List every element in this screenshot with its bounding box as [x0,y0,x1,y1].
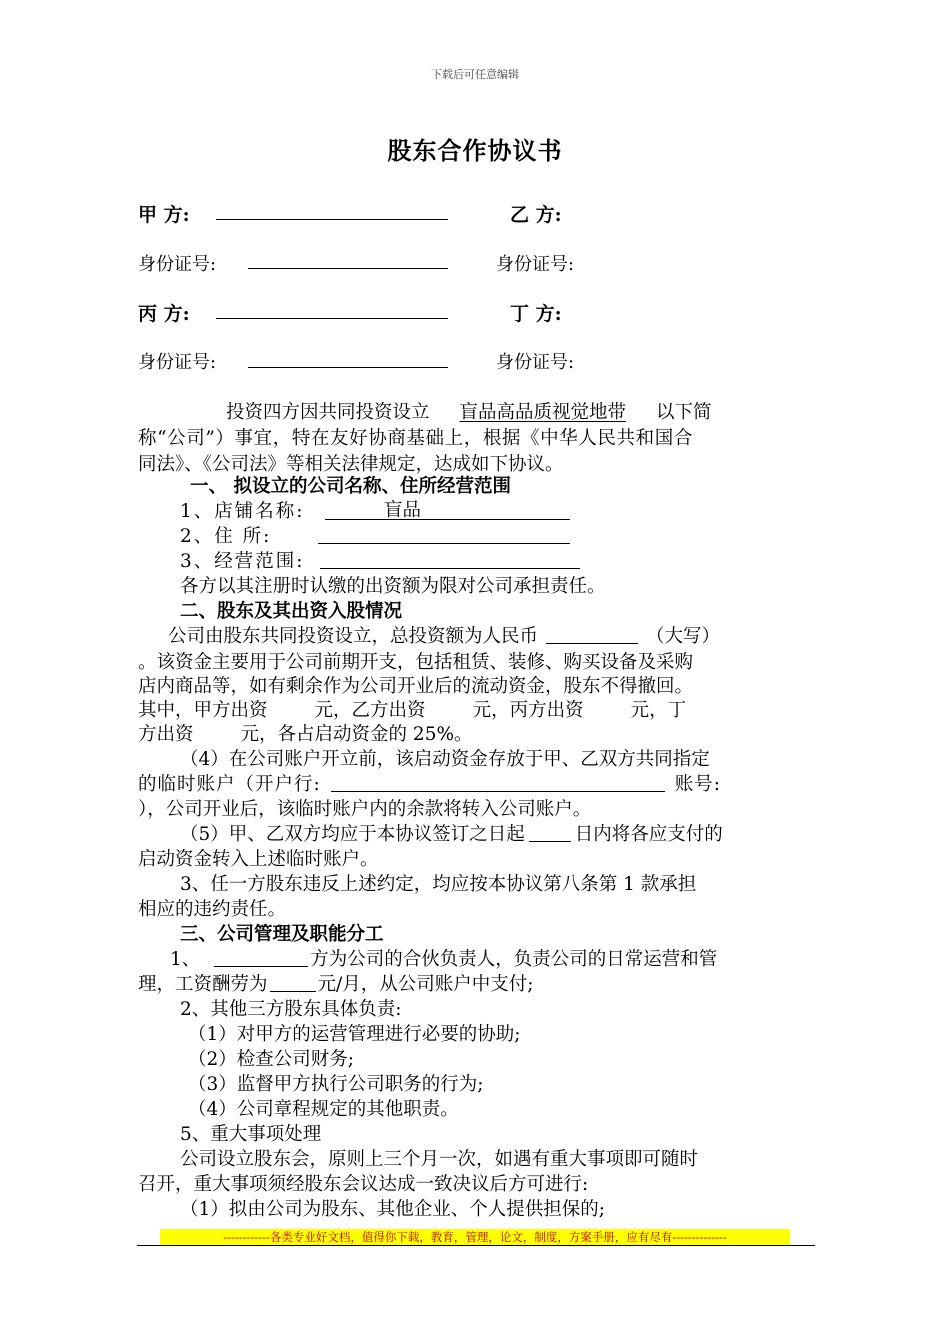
party-a-blank [216,219,448,220]
investment-line-2: 。该资金主要用于公司前期开支，包括租赁、装修、购买设备及采购 [138,652,694,673]
party-c-id-blank [248,367,448,368]
salary-blank [270,973,316,992]
duty-item-3: （3）监督甲方执行公司职务的行为; [188,1074,484,1095]
management-line-2: 理，工资酬劳为 元/月，从公司账户中支付; [138,974,534,995]
intro-line-3: 同法》、《公司法》等相关法律规定，达成如下协议。 [138,454,564,475]
company-name: 盲品高品质视觉地带 [459,402,627,423]
clause-3-line-2: 相应的违约责任。 [138,899,287,920]
days-blank [529,823,571,842]
party-c-label: 丙 方: [138,303,190,325]
intro-line-2: 称“公司”）事宜，特在友好协商基础上，根据《中华人民共和国合 [138,428,693,449]
duty-item-4: （4）公司章程规定的其他职责。 [188,1099,459,1120]
investment-line-1: 公司由股东共同投资设立，总投资额为人民币 （大写） [168,626,721,647]
shop-name-label: 1、店铺名称: [180,501,305,522]
duty-item-2: （2）检查公司财务; [188,1049,355,1070]
section-2-heading: 二、股东及其出资入股情况 [180,601,403,622]
party-a-label: 甲 方: [138,204,190,226]
clause-4-line-1: （4）在公司账户开立前，该启动资金存放于甲、乙双方共同指定 [180,749,710,770]
document-title: 股东合作协议书 [387,136,563,165]
clause-3-line-1: 3、任一方股东违反上述约定，均应按本协议第八条第 1 款承担 [180,874,697,895]
clause-5-line-1: （5）甲、乙双方均应于本协议签订之日起 日内将各应支付的 [180,824,723,845]
shop-name-value: 盲品 [384,500,422,521]
total-investment-blank [546,625,638,644]
clause-4-line-3: ），公司开业后，该临时账户内的余款将转入公司账户。 [138,799,592,820]
address-blank [318,543,570,544]
header-note: 下载后可任意编辑 [431,68,519,81]
party-b-id-label: 身份证号: [496,254,575,275]
business-scope-label: 3、经营范围: [180,551,305,572]
address-label: 2、住 所: [180,526,272,547]
party-d-label: 丁 方: [510,303,562,325]
major-matters-line-1: 公司设立股东会，原则上三个月一次，如遇有重大事项即可随时 [180,1149,699,1170]
major-matters-line-2: 召开，重大事项须经股东会议达成一致决议后方可进行: [138,1174,589,1195]
section-3-heading: 三、公司管理及职能分工 [180,924,384,945]
party-c-id-label: 身份证号: [138,352,217,373]
liability-text: 各方以其注册时认缴的出资额为限对公司承担责任。 [180,576,606,597]
party-a-id-label: 身份证号: [138,254,217,275]
party-b-label: 乙 方: [510,204,562,226]
party-a-id-blank [248,268,448,269]
clause-5-line-2: 启动资金转入上述临时账户。 [138,849,379,870]
section-1-heading: 一、 拟设立的公司名称、住所经营范围 [190,476,511,497]
footer-ad-banner: ------------各类专业好文档，值得你下载，教育，管理，论文，制度，方案手册，应有尽有-------------- [160,1229,790,1245]
investment-line-3: 店内商品等，如有剩余作为公司开业后的流动资金，股东不得撤回。 [138,676,694,697]
management-line-1: 1、 方为公司的合伙负责人，负责公司的日常运营和管 [170,949,718,970]
major-matters-item-1: （1）拟由公司为股东、其他企业、个人提供担保的; [180,1199,606,1220]
manager-blank [214,948,308,967]
management-line-3: 2、其他三方股东具体负责: [180,999,402,1020]
investment-line-4: 其中，甲方出资 元，乙方出资 元，丙方出资 元，丁 [138,700,687,721]
party-c-blank [216,318,448,319]
business-scope-blank [320,568,580,569]
shop-name-blank [325,519,570,520]
footer-divider [137,1245,815,1246]
party-d-id-label: 身份证号: [496,352,575,373]
investment-line-5: 方出资 元，各占启动资金的 25%。 [138,724,473,745]
clause-4-line-2: 的临时账户（开户行: 账号: [138,774,721,795]
intro-line-1: 投资四方因共同投资设立 盲品高品质视觉地带 以下简 [226,402,712,423]
bank-name-blank [331,773,665,792]
duty-item-1: （1）对甲方的运营管理进行必要的协助; [188,1024,521,1045]
major-matters-heading: 5、重大事项处理 [180,1124,322,1145]
